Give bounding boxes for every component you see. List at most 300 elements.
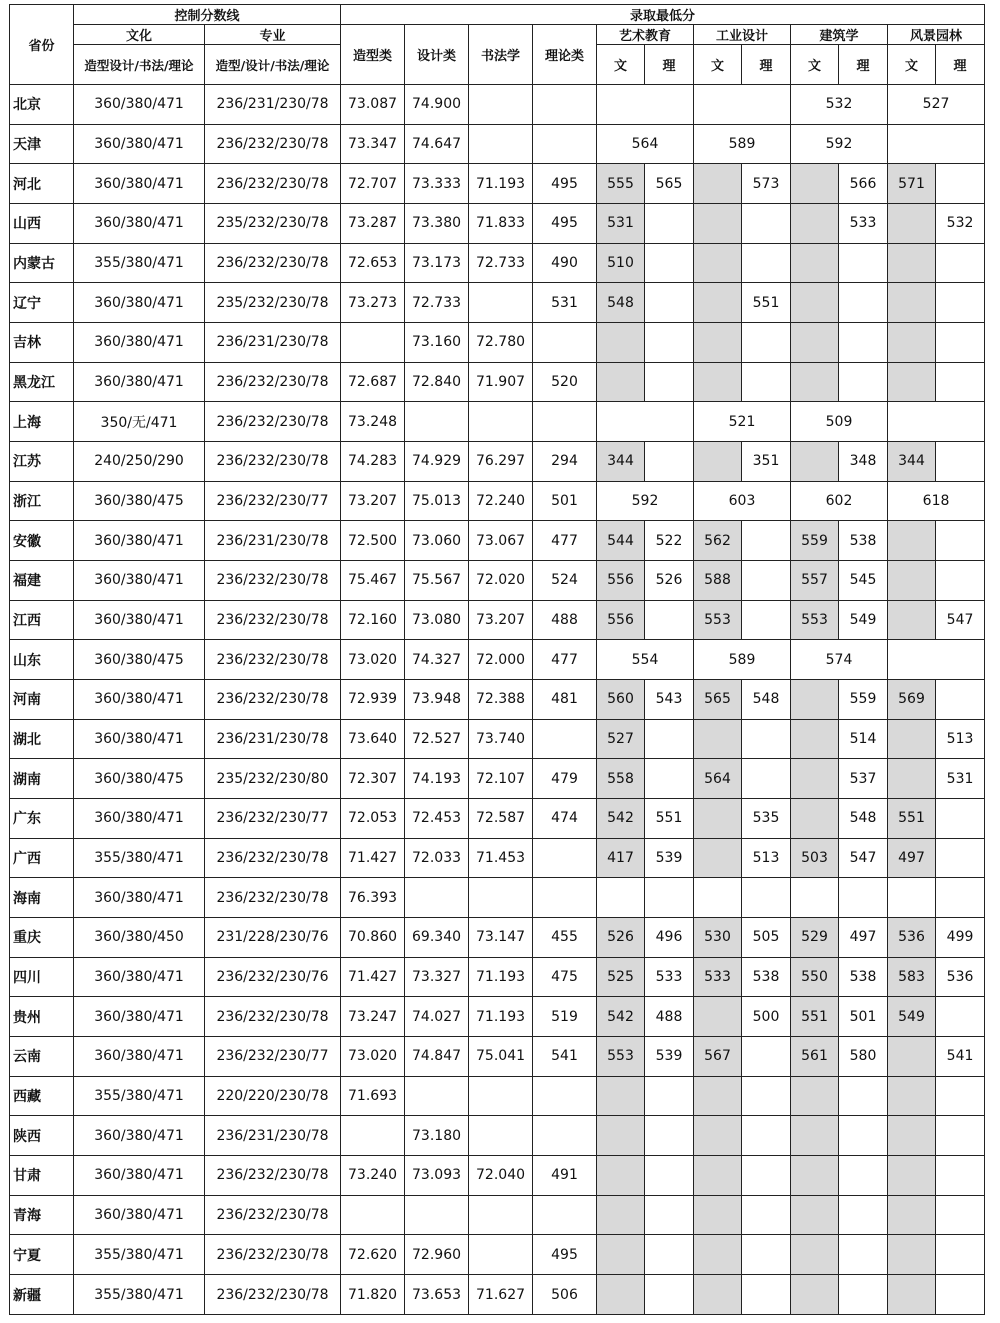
industrial-wen-cell (694, 323, 742, 363)
landscape-li-cell: 531 (936, 759, 985, 799)
industrial-wen-cell: 562 (694, 521, 742, 561)
modeling-score-cell (341, 1195, 405, 1235)
calligraphy-score-cell: 72.240 (469, 481, 533, 521)
industrial-design-score-cell: 589 (694, 640, 791, 680)
table-row (10, 640, 985, 680)
theory-score-cell: 495 (533, 1235, 597, 1275)
art-edu-li-cell (645, 283, 694, 323)
industrial-li-cell (742, 204, 791, 244)
modeling-score-cell: 72.160 (341, 600, 405, 640)
art-edu-wen-cell (597, 1116, 645, 1156)
province-cell: 吉林 (10, 323, 74, 363)
modeling-score-cell: 72.687 (341, 362, 405, 402)
design-score-cell: 72.453 (405, 799, 469, 839)
design-score-cell: 74.027 (405, 997, 469, 1037)
culture-line-cell: 360/380/471 (74, 323, 205, 363)
header-culture-sub: 造型设计/书法/理论 (74, 45, 205, 85)
calligraphy-score-cell: 72.107 (469, 759, 533, 799)
province-cell: 河北 (10, 164, 74, 204)
design-score-cell: 69.340 (405, 918, 469, 958)
province-cell: 广东 (10, 799, 74, 839)
architecture-score-cell: 574 (791, 640, 888, 680)
art-edu-wen-cell: 531 (597, 204, 645, 244)
architecture-wen-cell (791, 1076, 839, 1116)
landscape-wen-cell (888, 759, 936, 799)
design-score-cell: 75.013 (405, 481, 469, 521)
design-score-cell: 72.527 (405, 719, 469, 759)
modeling-score-cell: 71.693 (341, 1076, 405, 1116)
landscape-wen-cell: 569 (888, 680, 936, 720)
table-row (10, 204, 985, 244)
modeling-score-cell: 76.393 (341, 878, 405, 918)
table-row (10, 878, 985, 918)
art-edu-li-cell (645, 362, 694, 402)
culture-line-cell: 360/380/471 (74, 85, 205, 125)
province-cell: 陕西 (10, 1116, 74, 1156)
theory-score-cell: 519 (533, 997, 597, 1037)
table-body (10, 85, 985, 1315)
calligraphy-score-cell: 72.733 (469, 243, 533, 283)
art-edu-wen-cell (597, 1275, 645, 1315)
landscape-li-cell (936, 997, 985, 1037)
modeling-score-cell: 73.087 (341, 85, 405, 125)
modeling-score-cell: 73.287 (341, 204, 405, 244)
landscape-li-cell (936, 878, 985, 918)
culture-line-cell: 360/380/471 (74, 1195, 205, 1235)
architecture-wen-cell: 559 (791, 521, 839, 561)
art-edu-li-cell: 539 (645, 1037, 694, 1077)
modeling-score-cell: 74.283 (341, 442, 405, 482)
landscape-wen-cell (888, 878, 936, 918)
culture-line-cell: 360/380/471 (74, 600, 205, 640)
culture-line-cell: 240/250/290 (74, 442, 205, 482)
art-edu-wen-cell: 510 (597, 243, 645, 283)
theory-score-cell: 531 (533, 283, 597, 323)
architecture-li-cell: 580 (839, 1037, 888, 1077)
province-cell: 山东 (10, 640, 74, 680)
landscape-wen-cell: 497 (888, 838, 936, 878)
industrial-wen-cell (694, 1156, 742, 1196)
art-edu-li-cell: 533 (645, 957, 694, 997)
modeling-score-cell: 73.020 (341, 640, 405, 680)
industrial-wen-cell (694, 243, 742, 283)
header-li: 理 (936, 45, 985, 85)
calligraphy-score-cell: 71.453 (469, 838, 533, 878)
landscape-wen-cell (888, 204, 936, 244)
architecture-wen-cell (791, 878, 839, 918)
landscape-li-cell (936, 164, 985, 204)
culture-line-cell: 360/380/471 (74, 1037, 205, 1077)
province-cell: 湖北 (10, 719, 74, 759)
landscape-score-cell: 527 (888, 85, 985, 125)
art-edu-li-cell: 496 (645, 918, 694, 958)
culture-line-cell: 360/380/471 (74, 362, 205, 402)
industrial-li-cell (742, 1275, 791, 1315)
table-row (10, 402, 985, 442)
industrial-li-cell: 535 (742, 799, 791, 839)
landscape-score-cell (888, 402, 985, 442)
province-cell: 内蒙古 (10, 243, 74, 283)
modeling-score-cell: 72.053 (341, 799, 405, 839)
province-cell: 宁夏 (10, 1235, 74, 1275)
modeling-score-cell: 72.707 (341, 164, 405, 204)
architecture-wen-cell (791, 243, 839, 283)
architecture-wen-cell (791, 799, 839, 839)
art-edu-wen-cell: 556 (597, 600, 645, 640)
theory-score-cell: 477 (533, 640, 597, 680)
art-edu-li-cell (645, 442, 694, 482)
industrial-design-score-cell: 521 (694, 402, 791, 442)
culture-line-cell: 350/无/471 (74, 402, 205, 442)
art-edu-li-cell (645, 878, 694, 918)
art-edu-li-cell (645, 600, 694, 640)
art-edu-li-cell: 488 (645, 997, 694, 1037)
modeling-score-cell: 75.467 (341, 561, 405, 601)
table-row (10, 719, 985, 759)
art-edu-wen-cell (597, 1235, 645, 1275)
art-edu-wen-cell: 544 (597, 521, 645, 561)
architecture-wen-cell (791, 759, 839, 799)
province-cell: 新疆 (10, 1275, 74, 1315)
header-min-score: 录取最低分 (341, 5, 985, 25)
design-score-cell: 73.948 (405, 680, 469, 720)
modeling-score-cell: 72.307 (341, 759, 405, 799)
art-edu-li-cell (645, 1156, 694, 1196)
culture-line-cell: 360/380/471 (74, 680, 205, 720)
major-line-cell: 236/232/230/78 (205, 164, 341, 204)
major-line-cell: 236/231/230/78 (205, 1116, 341, 1156)
art-edu-wen-cell: 553 (597, 1037, 645, 1077)
landscape-li-cell (936, 1275, 985, 1315)
table-row (10, 759, 985, 799)
major-line-cell: 236/232/230/78 (205, 1195, 341, 1235)
design-score-cell (405, 1195, 469, 1235)
industrial-wen-cell (694, 1076, 742, 1116)
art-edu-li-cell (645, 1235, 694, 1275)
architecture-wen-cell (791, 204, 839, 244)
architecture-wen-cell: 529 (791, 918, 839, 958)
landscape-li-cell (936, 1156, 985, 1196)
culture-line-cell: 360/380/471 (74, 1116, 205, 1156)
header-li: 理 (742, 45, 791, 85)
major-line-cell: 236/232/230/78 (205, 1275, 341, 1315)
province-cell: 辽宁 (10, 283, 74, 323)
calligraphy-score-cell: 76.297 (469, 442, 533, 482)
landscape-score-cell (888, 124, 985, 164)
art-edu-wen-cell: 558 (597, 759, 645, 799)
landscape-wen-cell (888, 1076, 936, 1116)
art-edu-wen-cell (597, 1195, 645, 1235)
architecture-li-cell (839, 1076, 888, 1116)
theory-score-cell: 495 (533, 164, 597, 204)
major-line-cell: 236/232/230/78 (205, 561, 341, 601)
table-row (10, 561, 985, 601)
table-row (10, 600, 985, 640)
art-edu-li-cell (645, 323, 694, 363)
industrial-wen-cell: 564 (694, 759, 742, 799)
landscape-wen-cell (888, 600, 936, 640)
industrial-design-score-cell: 589 (694, 124, 791, 164)
architecture-li-cell (839, 1156, 888, 1196)
industrial-wen-cell (694, 283, 742, 323)
calligraphy-score-cell (469, 402, 533, 442)
landscape-wen-cell: 549 (888, 997, 936, 1037)
theory-score-cell (533, 124, 597, 164)
theory-score-cell (533, 878, 597, 918)
calligraphy-score-cell: 72.587 (469, 799, 533, 839)
architecture-li-cell: 537 (839, 759, 888, 799)
table-row (10, 680, 985, 720)
province-cell: 安徽 (10, 521, 74, 561)
major-line-cell: 236/232/230/78 (205, 997, 341, 1037)
architecture-li-cell (839, 878, 888, 918)
table-header (10, 5, 985, 85)
major-line-cell: 236/232/230/78 (205, 1235, 341, 1275)
province-cell: 上海 (10, 402, 74, 442)
design-score-cell: 73.060 (405, 521, 469, 561)
industrial-wen-cell (694, 1195, 742, 1235)
landscape-li-cell (936, 323, 985, 363)
theory-score-cell: 490 (533, 243, 597, 283)
design-score-cell: 73.380 (405, 204, 469, 244)
industrial-wen-cell (694, 442, 742, 482)
header-li: 理 (839, 45, 888, 85)
province-cell: 黑龙江 (10, 362, 74, 402)
industrial-wen-cell (694, 362, 742, 402)
modeling-score-cell: 70.860 (341, 918, 405, 958)
industrial-wen-cell (694, 838, 742, 878)
architecture-li-cell: 545 (839, 561, 888, 601)
landscape-li-cell (936, 1235, 985, 1275)
design-score-cell: 74.193 (405, 759, 469, 799)
table-row (10, 799, 985, 839)
landscape-wen-cell: 583 (888, 957, 936, 997)
architecture-score-cell: 532 (791, 85, 888, 125)
table-row (10, 1037, 985, 1077)
major-line-cell: 236/231/230/78 (205, 323, 341, 363)
major-line-cell: 236/232/230/76 (205, 957, 341, 997)
architecture-wen-cell: 503 (791, 838, 839, 878)
culture-line-cell: 360/380/471 (74, 164, 205, 204)
architecture-li-cell (839, 283, 888, 323)
architecture-wen-cell (791, 362, 839, 402)
admission-score-table (9, 4, 985, 1315)
design-score-cell: 72.960 (405, 1235, 469, 1275)
modeling-score-cell: 73.020 (341, 1037, 405, 1077)
art-edu-li-cell: 522 (645, 521, 694, 561)
architecture-wen-cell: 561 (791, 1037, 839, 1077)
culture-line-cell: 360/380/471 (74, 957, 205, 997)
landscape-wen-cell (888, 719, 936, 759)
table-row (10, 1156, 985, 1196)
table-row (10, 283, 985, 323)
art-education-score-cell: 564 (597, 124, 694, 164)
art-education-score-cell: 592 (597, 481, 694, 521)
theory-score-cell (533, 1076, 597, 1116)
major-line-cell: 236/232/230/78 (205, 878, 341, 918)
industrial-wen-cell (694, 878, 742, 918)
landscape-wen-cell (888, 362, 936, 402)
modeling-score-cell: 72.500 (341, 521, 405, 561)
culture-line-cell: 355/380/471 (74, 838, 205, 878)
theory-score-cell: 488 (533, 600, 597, 640)
theory-score-cell: 524 (533, 561, 597, 601)
industrial-li-cell (742, 1235, 791, 1275)
table-row (10, 1076, 985, 1116)
landscape-wen-cell (888, 1235, 936, 1275)
culture-line-cell: 360/380/475 (74, 481, 205, 521)
province-cell: 浙江 (10, 481, 74, 521)
architecture-li-cell (839, 1116, 888, 1156)
landscape-wen-cell (888, 1116, 936, 1156)
calligraphy-score-cell: 72.000 (469, 640, 533, 680)
architecture-li-cell: 533 (839, 204, 888, 244)
calligraphy-score-cell: 71.193 (469, 164, 533, 204)
architecture-wen-cell (791, 442, 839, 482)
culture-line-cell: 360/380/475 (74, 759, 205, 799)
architecture-li-cell: 497 (839, 918, 888, 958)
landscape-wen-cell (888, 1037, 936, 1077)
theory-score-cell: 481 (533, 680, 597, 720)
culture-line-cell: 360/380/471 (74, 204, 205, 244)
architecture-li-cell: 566 (839, 164, 888, 204)
industrial-li-cell (742, 243, 791, 283)
landscape-li-cell (936, 243, 985, 283)
calligraphy-score-cell: 72.040 (469, 1156, 533, 1196)
architecture-wen-cell (791, 283, 839, 323)
landscape-wen-cell (888, 323, 936, 363)
calligraphy-score-cell: 71.627 (469, 1275, 533, 1315)
calligraphy-score-cell: 73.207 (469, 600, 533, 640)
calligraphy-score-cell (469, 1235, 533, 1275)
landscape-li-cell (936, 799, 985, 839)
calligraphy-score-cell (469, 283, 533, 323)
table-row (10, 1116, 985, 1156)
culture-line-cell: 360/380/450 (74, 918, 205, 958)
architecture-score-cell: 592 (791, 124, 888, 164)
industrial-wen-cell: 533 (694, 957, 742, 997)
landscape-wen-cell: 344 (888, 442, 936, 482)
industrial-li-cell: 573 (742, 164, 791, 204)
major-line-cell: 236/231/230/78 (205, 719, 341, 759)
architecture-li-cell: 348 (839, 442, 888, 482)
modeling-score-cell: 71.427 (341, 957, 405, 997)
header-major-sub: 造型/设计/书法/理论 (205, 45, 341, 85)
industrial-li-cell (742, 323, 791, 363)
architecture-li-cell (839, 362, 888, 402)
header-wen: 文 (791, 45, 839, 85)
art-education-score-cell: 554 (597, 640, 694, 680)
landscape-li-cell: 532 (936, 204, 985, 244)
design-score-cell: 74.327 (405, 640, 469, 680)
industrial-wen-cell: 565 (694, 680, 742, 720)
design-score-cell: 74.847 (405, 1037, 469, 1077)
architecture-li-cell (839, 1235, 888, 1275)
design-score-cell: 72.033 (405, 838, 469, 878)
calligraphy-score-cell (469, 124, 533, 164)
major-line-cell: 235/232/230/78 (205, 204, 341, 244)
theory-score-cell (533, 838, 597, 878)
major-line-cell: 236/232/230/78 (205, 600, 341, 640)
province-cell: 西藏 (10, 1076, 74, 1116)
header-li: 理 (645, 45, 694, 85)
design-score-cell: 72.733 (405, 283, 469, 323)
major-line-cell: 236/232/230/78 (205, 124, 341, 164)
header-group-art-education: 艺术教育 (597, 25, 694, 45)
architecture-li-cell (839, 323, 888, 363)
header-col-modeling: 造型类 (341, 25, 405, 85)
province-cell: 贵州 (10, 997, 74, 1037)
culture-line-cell: 360/380/471 (74, 561, 205, 601)
major-line-cell: 236/232/230/78 (205, 838, 341, 878)
theory-score-cell: 477 (533, 521, 597, 561)
calligraphy-score-cell: 73.067 (469, 521, 533, 561)
culture-line-cell: 360/380/471 (74, 1156, 205, 1196)
architecture-score-cell: 602 (791, 481, 888, 521)
design-score-cell: 73.080 (405, 600, 469, 640)
landscape-li-cell (936, 362, 985, 402)
art-edu-li-cell: 543 (645, 680, 694, 720)
industrial-li-cell (742, 362, 791, 402)
design-score-cell: 75.567 (405, 561, 469, 601)
architecture-li-cell: 548 (839, 799, 888, 839)
architecture-wen-cell (791, 1235, 839, 1275)
industrial-wen-cell (694, 204, 742, 244)
landscape-wen-cell: 536 (888, 918, 936, 958)
industrial-li-cell (742, 561, 791, 601)
architecture-wen-cell: 553 (791, 600, 839, 640)
culture-line-cell: 355/380/471 (74, 1076, 205, 1116)
province-cell: 山西 (10, 204, 74, 244)
landscape-li-cell: 547 (936, 600, 985, 640)
major-line-cell: 236/232/230/77 (205, 799, 341, 839)
calligraphy-score-cell: 73.147 (469, 918, 533, 958)
industrial-design-score-cell: 603 (694, 481, 791, 521)
theory-score-cell: 541 (533, 1037, 597, 1077)
architecture-li-cell: 514 (839, 719, 888, 759)
architecture-wen-cell: 557 (791, 561, 839, 601)
landscape-li-cell (936, 283, 985, 323)
header-col-theory: 理论类 (533, 25, 597, 85)
theory-score-cell (533, 1195, 597, 1235)
table-row (10, 481, 985, 521)
modeling-score-cell: 73.347 (341, 124, 405, 164)
landscape-wen-cell: 551 (888, 799, 936, 839)
major-line-cell: 235/232/230/80 (205, 759, 341, 799)
art-education-score-cell (597, 402, 694, 442)
table-row (10, 918, 985, 958)
architecture-li-cell (839, 243, 888, 283)
art-edu-wen-cell: 556 (597, 561, 645, 601)
calligraphy-score-cell (469, 85, 533, 125)
art-edu-wen-cell: 542 (597, 997, 645, 1037)
industrial-li-cell (742, 759, 791, 799)
major-line-cell: 236/232/230/78 (205, 680, 341, 720)
major-line-cell: 220/220/230/78 (205, 1076, 341, 1116)
modeling-score-cell: 72.653 (341, 243, 405, 283)
industrial-li-cell: 538 (742, 957, 791, 997)
design-score-cell (405, 402, 469, 442)
calligraphy-score-cell (469, 878, 533, 918)
table-row (10, 362, 985, 402)
art-edu-li-cell: 539 (645, 838, 694, 878)
major-line-cell: 236/232/230/77 (205, 481, 341, 521)
art-edu-li-cell: 551 (645, 799, 694, 839)
industrial-wen-cell (694, 1275, 742, 1315)
modeling-score-cell: 73.240 (341, 1156, 405, 1196)
province-cell: 福建 (10, 561, 74, 601)
art-edu-wen-cell: 417 (597, 838, 645, 878)
